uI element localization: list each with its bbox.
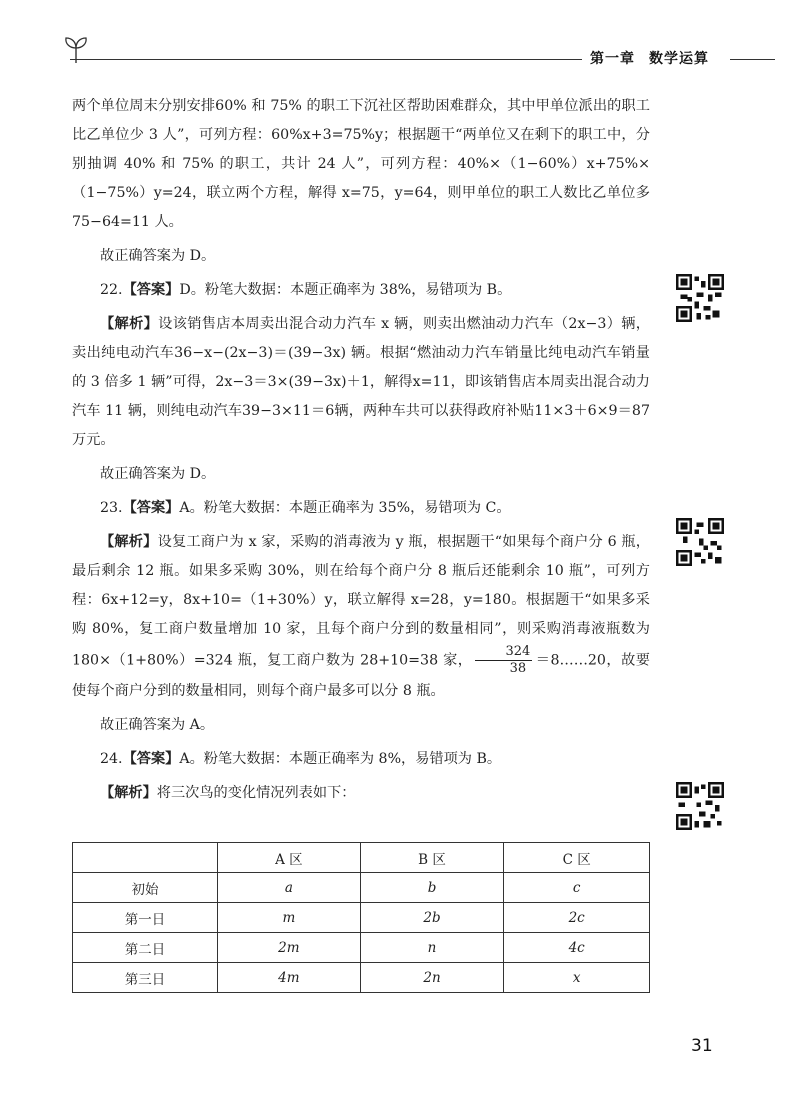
table-cell: x <box>504 963 650 993</box>
bird-change-table <box>72 842 650 993</box>
header-rule-right <box>730 59 775 60</box>
paragraph: 两个单位周末分别安排60% 和 75% 的职工下沉社区帮助困难群众，其中甲单位派出的职工比乙单位少 3 人”，可列方程：60%x+3=75%y；根据题干“两单位又在剩下的职工中，分别抽调 40% 和 75% 的职工，共计 24 人”，可列方程：40%×（1−60%）x+75%×（1−75%）y=24，联立两个方程，解得 x=75，y=64，则甲单位的职工人数比乙单位多 75−64=11 人。 <box>72 98 650 230</box>
section-label: 数学运算 <box>649 51 709 67</box>
question-24-explanation <box>72 779 650 808</box>
table-cell: 第二日 <box>73 933 218 963</box>
explanation-text-tail: ＝8……20，故要使每个商户分到的数量相同，则每个商户最多可以分 8 瓶。 <box>72 652 650 699</box>
table-cell: b <box>360 873 504 903</box>
page-body <box>72 92 650 808</box>
answer-label: 【答案】 <box>122 751 180 767</box>
header-rule-left <box>70 59 582 60</box>
fraction <box>475 644 532 677</box>
question-number: 23. <box>100 500 123 516</box>
table-cell: 第三日 <box>73 963 218 993</box>
answer-conclusion: 故正确答案为 D。 <box>100 248 216 264</box>
explanation-text: 将三次鸟的变化情况列表如下： <box>156 785 356 801</box>
fraction-denominator: 38 <box>509 661 527 676</box>
table-cell: 初始 <box>73 873 218 903</box>
question-number: 22. <box>100 282 123 298</box>
question-22-answer <box>72 276 650 305</box>
table-row <box>73 873 650 903</box>
chapter-header <box>590 48 709 68</box>
question-23-answer <box>72 494 650 523</box>
chapter-label: 第一章 <box>590 51 635 67</box>
explanation-text: 设复工商户为 x 家，采购的消毒液为 y 瓶，根据题干“如果每个商户分 6 瓶，最后剩余 12 瓶。如果多采购 30%，则在给每个商户分 8 瓶后还能剩余 10 瓶”，可列方程：6x+12=y，8x+10=（1+30%）y，联立解得 x=28，y=180。根据题干“如果多采购 80%，复工商户数量增加 10 家，且每个商户分到的数量相同”，则采购消毒液瓶数为 180×（1+80%）=324 瓶，复工商户数为 28+10=38 家， <box>72 534 650 669</box>
table-row <box>73 963 650 993</box>
answer-text: A。粉笔大数据：本题正确率为 8%，易错项为 B。 <box>179 751 502 767</box>
table-header-cell: A 区 <box>218 843 361 873</box>
table-cell: 4m <box>218 963 361 993</box>
question-number: 24. <box>100 751 123 767</box>
explanation-label: 【解析】 <box>100 534 158 550</box>
answer-conclusion: 故正确答案为 D。 <box>100 466 216 482</box>
table-cell: n <box>360 933 504 963</box>
qr-code-icon <box>676 274 724 322</box>
qr-code-icon <box>676 518 724 566</box>
table-cell: 第一日 <box>73 903 218 933</box>
question-24-answer <box>72 745 650 774</box>
table-cell: a <box>218 873 361 903</box>
explanation-label: 【解析】 <box>100 316 159 332</box>
answer-conclusion: 故正确答案为 A。 <box>100 717 215 733</box>
table-header-row <box>73 843 650 873</box>
table-row <box>73 933 650 963</box>
table-cell: 2m <box>218 933 361 963</box>
table-header-cell: C 区 <box>504 843 650 873</box>
answer-text: A。粉笔大数据：本题正确率为 35%，易错项为 C。 <box>179 500 511 516</box>
question-22-explanation <box>72 310 650 455</box>
answer-label: 【答案】 <box>122 282 180 298</box>
table-cell: 2n <box>360 963 504 993</box>
explanation-text: 设该销售店本周卖出混合动力汽车 x 辆，则卖出燃油动力汽车（2x−3）辆，卖出纯电动汽车36−x−(2x−3)＝(39−3x) 辆。根据“燃油动力汽车销量比纯电动汽车销量的 3 倍多 1 辆”可得，2x−3＝3×(39−3x)＋1，解得x=11，即该销售店本周卖出混合动力汽车 11 辆，则纯电动汽车39−3×11＝6辆，两种车共可以获得政府补贴11×3＋6×9＝87万元。 <box>72 316 650 448</box>
answer-label: 【答案】 <box>122 500 180 516</box>
question-23-explanation <box>72 528 650 706</box>
explanation-label: 【解析】 <box>100 785 157 801</box>
qr-code-icon <box>676 782 724 830</box>
page-number: 31 <box>691 1036 713 1056</box>
answer-text: D。粉笔大数据：本题正确率为 38%，易错项为 B。 <box>179 282 512 298</box>
table-header-cell <box>73 843 218 873</box>
table-cell: 4c <box>504 933 650 963</box>
table-cell: 2c <box>504 903 650 933</box>
table-row <box>73 903 650 933</box>
table-cell: m <box>218 903 361 933</box>
fraction-numerator: 324 <box>475 644 532 661</box>
table-header-cell: B 区 <box>360 843 504 873</box>
table-cell: c <box>504 873 650 903</box>
table-cell: 2b <box>360 903 504 933</box>
